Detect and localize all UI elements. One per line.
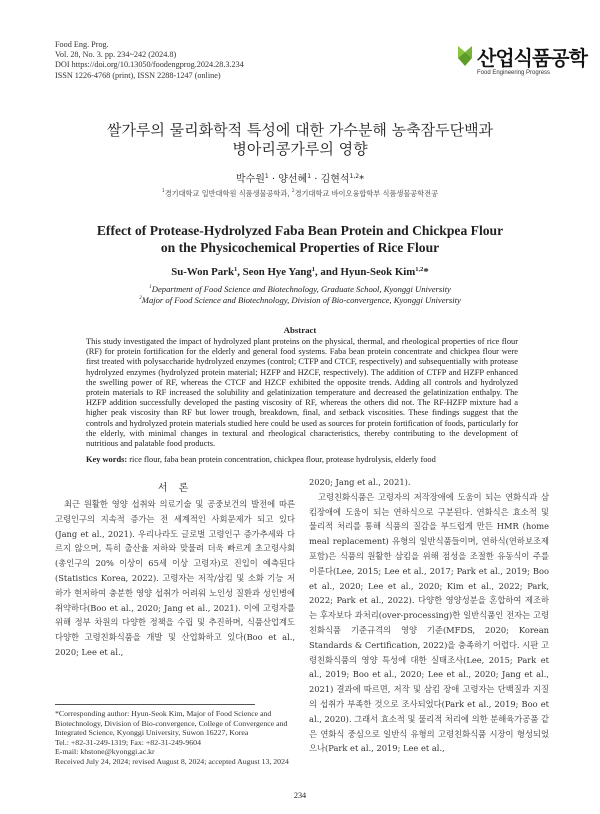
received-dates: Received July 24, 2024; revised August 8, 2024; accepted August 13, 2024	[55, 756, 289, 766]
paragraph: 최근 원활한 영양 섭취와 의료기술 및 공중보건의 발전에 따른 고령인구의 지속적 증가는 전 세계적인 사회문제가 되고 있다(Jang et al., 2021). 우리나라도 글로벌 고령인구 증가추세와 다르지 않으며, 특히 출산율 저하와 맞물려 더욱 빠르게 초고령사회(총인구의 20% 이상이 65세 이상 고령자)로 진입이 예측된다(Statistics Korea, 2022). 고령자는 저작/삼킴 및 소화 기능 저하가 현저하여 충분한 영양 섭취가 어려워 노인성 질환과 성인병에 취약하다(Boo et al., 2020; Jang et al., 2021). 이에 고령자를 위해 정부 차원의 다양한 정책을 수립 및 추진하며, 식품산업계도 다양한 고령친화식품을 개발 및 산업화하고 있다(Boo et al., 2020; Lee et al.,	[55, 499, 295, 657]
contact-email: E-mail: khstone@kyonggi.ac.kr	[55, 747, 155, 757]
logo-text: 산업식품공학	[477, 46, 587, 70]
korean-authors: 박수원$^1$ · 양선혜$^1$ · 김현석$^{1,2}$*	[235, 173, 365, 185]
english-title-line2: on the Physicochemical Properties of Rice Flour	[160, 240, 440, 255]
korean-title-line2: 병아리콩가루의 영향	[232, 140, 368, 158]
english-affiliations	[0, 284, 600, 306]
logo-mark-icon	[455, 44, 475, 68]
keywords	[86, 455, 518, 464]
korean-title	[0, 121, 600, 159]
keywords-text: rice flour, faba bean protein concentration, chickpea flour, protease hydrolysis, elderly food	[129, 455, 436, 464]
contact-phone: Tel.: +82-31-249-1319; Fax: +82-31-249-9604	[55, 737, 201, 747]
english-authors: Su-Won Park$^1$, Seon Hye Yang$^1$, and Hyun-Seok Kim$^{1,2}$*	[171, 266, 429, 278]
abstract-heading: Abstract	[283, 325, 317, 335]
english-title-line1: Effect of Protease-Hydrolyzed Faba Bean Protein and Chickpea Flour	[96, 223, 504, 238]
keywords-label: Key words:	[86, 455, 128, 464]
paragraph-continued: 2020; Jang et al., 2021).	[309, 477, 411, 487]
korean-title-line1: 쌀가루의 물리화학적 특성에 대한 가수분해 농축잠두단백과	[106, 121, 494, 139]
english-title	[0, 222, 600, 256]
journal-name: Food Eng. Prog.	[55, 40, 109, 49]
english-affiliation-1: $^1$Department of Food Science and Biotechnology, Graduate School, Kyonggi University	[149, 284, 451, 294]
body-column-left	[55, 497, 295, 660]
journal-issn: ISSN 1226-4768 (print), ISSN 2288-1247 (online)	[55, 70, 221, 80]
korean-affiliation: $^1$경기대학교 일반대학원 식품생물공학과, $^2$경기대학교 바이오융합학부 식품생물공학전공	[161, 189, 439, 198]
body-column-right	[309, 475, 549, 756]
abstract-text: This study investigated the impact of hydrolyzed plant proteins on the physical, thermal, and rheological properties of rice flour (RF) for protein fortification for the elderly and general food systems. Faba bean protein concentrate and chickpea flour were first treated with polysaccharide hydrolyzed enzymes (control; CTFP and CTCF, respectively) and subsequentially with protease hydrolyzed enzymes (hydrolyzed protein material; HZFP and HZCF, respectively). The addition of CTFP and HZFP enhanced the swelling power of RF, whereas the CTCF and HZCF exhibited the opposite trends. Adding all controls and hydrolyzed protein materials to RF increased the solubility and gelatinization temperature and decreased the gelatinization enthalpy. The HZFP addition successfully developed the pasting viscosity of RF, whereas the others did not. The RF-HZFP mixture had a higher peak viscosity than RF but lower trough, breakdown, final, and setback viscosities. These findings suggest that the controls and hydrolyzed protein materials studied here could be used as sources for protein fortification of foods, particularly for the elderly, with minimal changes in textural and rheological characteristics, thereby contributing to the development of nutritious and palatable food products.	[86, 337, 518, 449]
journal-doi: DOI https://doi.org/10.13050/foodengprog.2024.28.3.234	[55, 60, 244, 70]
page-number: 234	[293, 791, 307, 800]
english-affiliation-2: $^2$Major of Food Science and Biotechnology, Division of Bio-convergence, Kyonggi University	[139, 295, 461, 305]
journal-info	[55, 40, 244, 81]
corresponding-author: *Corresponding author: Hyun-Seok Kim, Major of Food Science and Biotechnology, Division of Bio-convergence, College of Convergence and Integrated Science, Kyonggi University, Suwon 16227, Korea	[55, 709, 288, 738]
logo-subtitle: Food Engineering Progress	[477, 70, 551, 76]
journal-volume: Vol. 28, No. 3. pp. 234~242 (2024.8)	[55, 50, 177, 60]
footnote	[55, 709, 295, 767]
paragraph: 고령친화식품은 고령자의 저작장애에 도움이 되는 연화식과 삼킴장애에 도움이 되는 연하식으로 구분된다. 연화식은 효소적 및 물리적 처리를 통해 식품의 질감을 부드럽게 만든 HMR (home meal replacement) 유형의 일반식품들이며, 연하식(연하보조제 포함)은 식품의 원활한 삼킴을 위해 점성을 조절한 유동식이 주를 이룬다(Lee, 2015; Lee et al., 2017; Park et al., 2019; Boo et al., 2020; Lee et al., 2020; Kim et al., 2022; Park, 2022; Park et al., 2022). 다양한 영양성분을 혼합하여 제조하는 후자보다 과처리(over-processing)한 일반식품인 전자는 고령친화식품 기준규격의 영양 기준(MFDS, 2020; Korean Standards & Certification, 2022)을 충족하기 어렵다. 시판 고령친화식품의 영양 특성에 대한 실태조사(Lee, 2015; Park et al., 2019; Boo et al., 2020; Lee et al., 2020; Jang et al., 2021) 결과에 따르면, 저작 및 삼킴 장애 고령자는 단백질과 지질의 섭취가 부족한 것으로 조사되었다(Park et al., 2019; Boo et al., 2020). 그래서 효소적 및 물리적 처리에 의한 분해육가공품 같은 연화식 중심으로 일반식 유형의 고령친화식품 시장이 형성되었으나(Park et al., 2019; Lee et al.,	[309, 491, 549, 754]
footnote-divider	[55, 704, 255, 705]
section-heading: 서 론	[157, 483, 193, 494]
